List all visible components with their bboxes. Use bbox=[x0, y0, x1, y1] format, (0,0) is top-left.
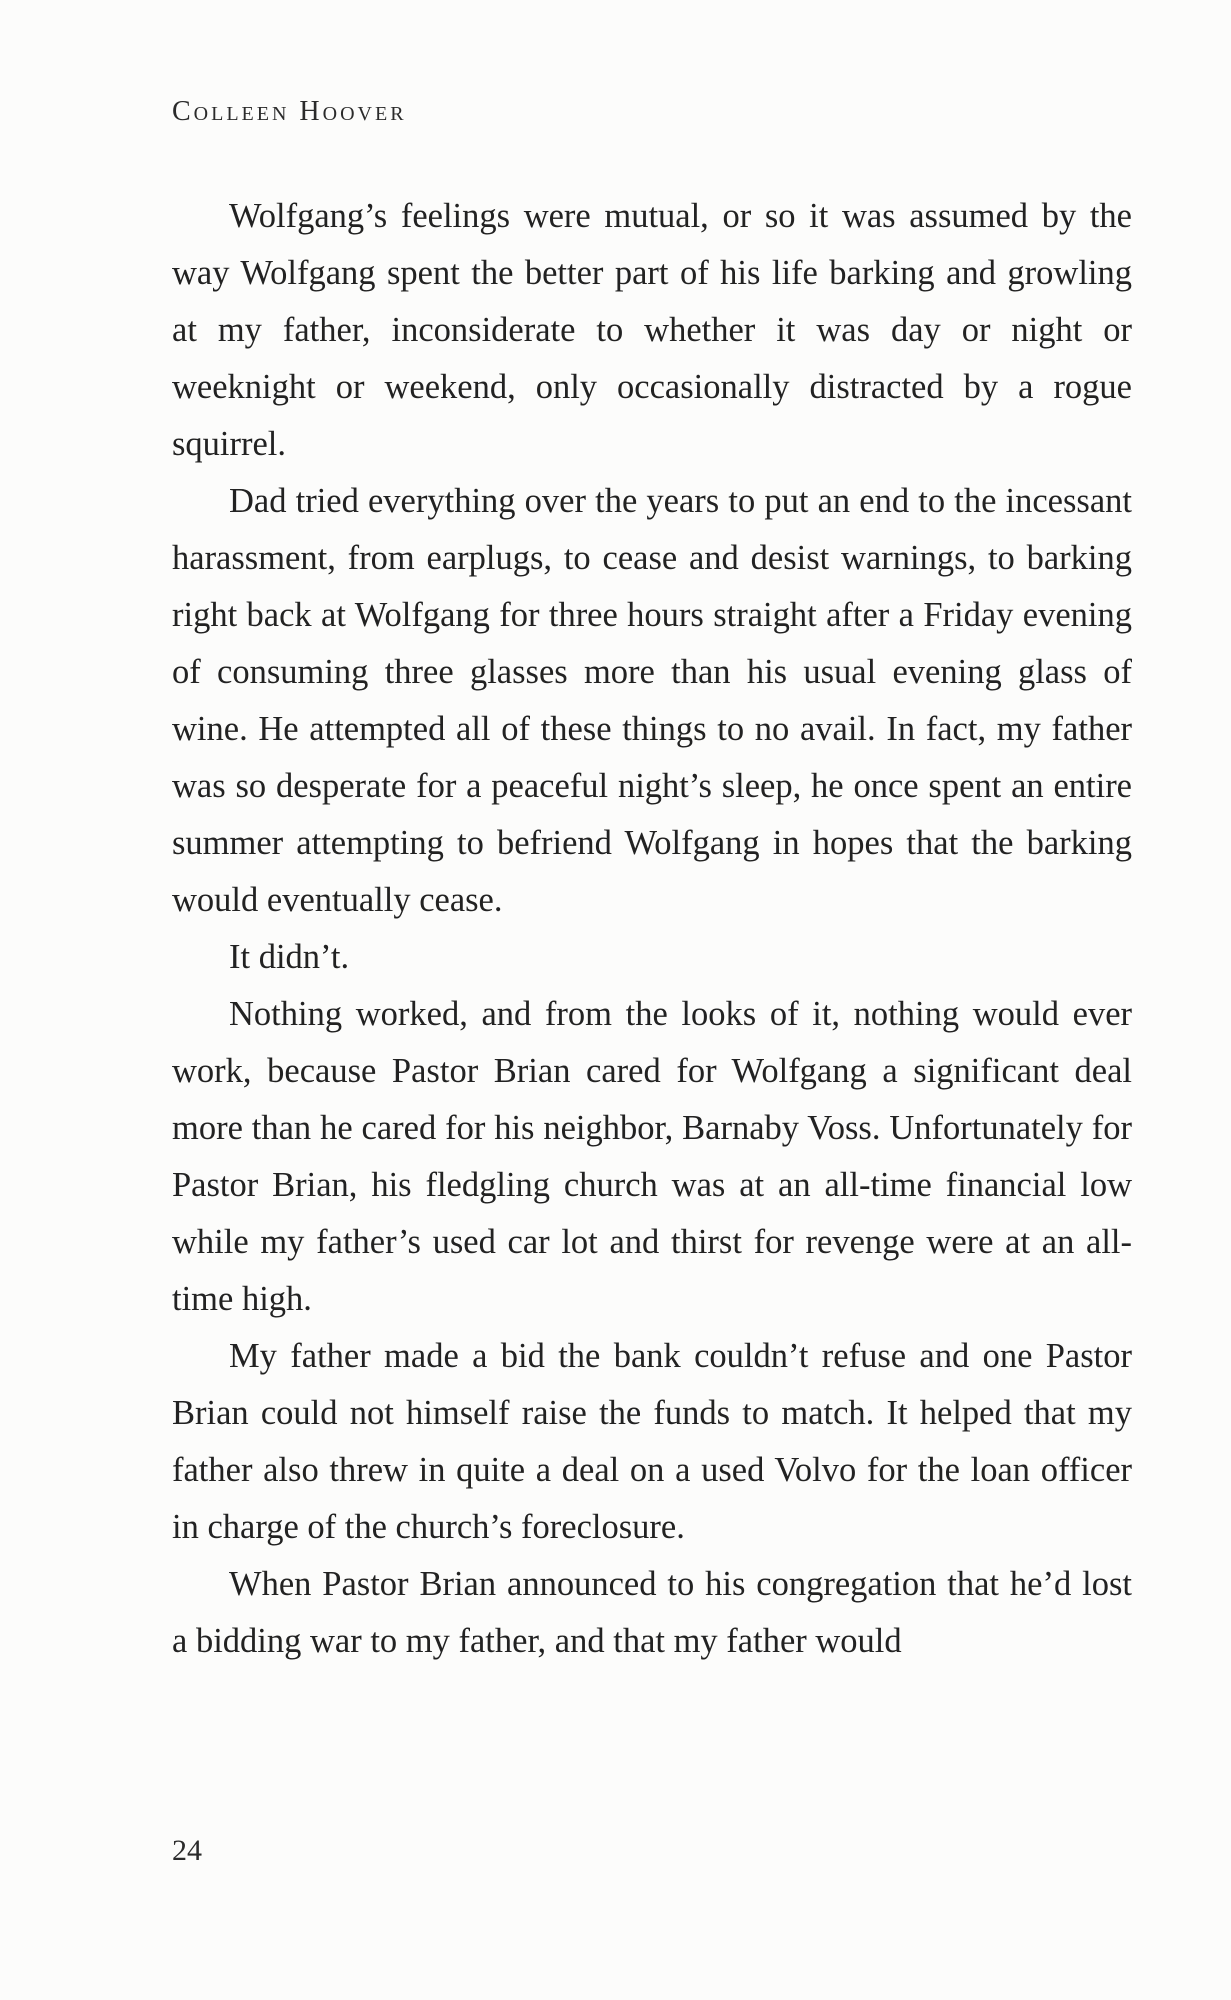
page-number: 24 bbox=[172, 1834, 202, 1867]
paragraph: Nothing worked, and from the looks of it, nothing would ever work, because Pastor Brian cared for Wolfgang a significant deal more than he cared for his neighbor, Barnaby Voss. Unfortunately for Pastor Brian, his fledgling church was at an all-time financial low while my father’s used car lot and thirst for revenge were at an all-time high. bbox=[172, 995, 1132, 1318]
paragraph: Wolfgang’s feelings were mutual, or so it was assumed by the way Wolfgang spent the better part of his life barking and growling at my father, inconsiderate to whether it was day or night or weeknight or weekend, only occasionally distracted by a rogue squirrel. bbox=[172, 197, 1132, 463]
paragraph: Dad tried everything over the years to put an end to the incessant harassment, from earplugs, to cease and desist warnings, to barking right back at Wolfgang for three hours straight after a Friday evening of consuming three glasses more than his usual evening glass of wine. He attempted all of these things to no avail. In fact, my father was so desperate for a peaceful night’s sleep, he once spent an entire summer attempting to befriend Wolfgang in hopes that the barking would eventually cease. bbox=[172, 482, 1132, 919]
paragraph: It didn’t. bbox=[229, 938, 350, 976]
body-text bbox=[172, 188, 1132, 1670]
paragraph: When Pastor Brian announced to his congregation that he’d lost a bidding war to my father, and that my father would bbox=[172, 1565, 1132, 1660]
paragraph: My father made a bid the bank couldn’t refuse and one Pastor Brian could not himself raise the funds to match. It helped that my father also threw in quite a deal on a used Volvo for the loan officer in charge of the church’s foreclosure. bbox=[172, 1337, 1132, 1546]
running-head: Colleen Hoover bbox=[172, 96, 407, 127]
